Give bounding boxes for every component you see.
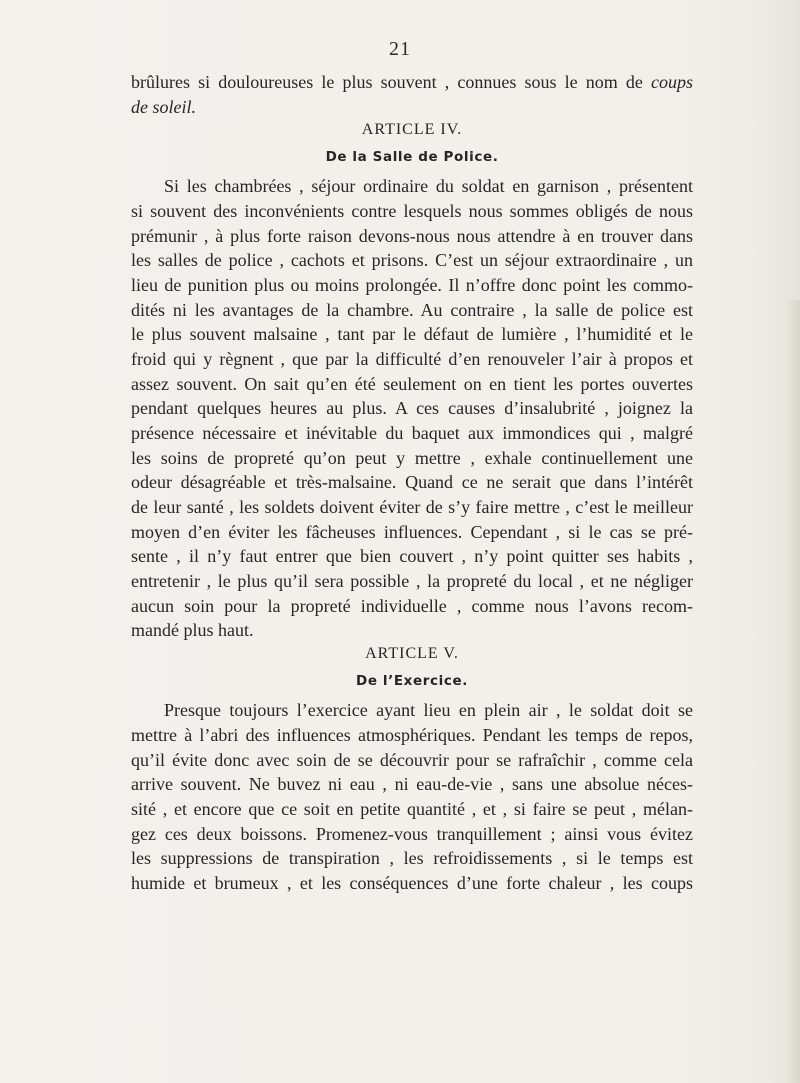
paragraph-line: sente , il n’y faut entrer que bien couvert , n’y point quitter ses habits ,: [131, 546, 693, 566]
intro-line-2: de soleil.: [131, 97, 196, 117]
intro-line-1-text: brûlures si douloureuses le plus souvent , connues sous le nom de: [131, 72, 651, 92]
article-v-title: De l’Exercice.: [356, 673, 468, 689]
paragraph-line: entretenir , le plus qu’il sera possible , la propreté du local , et ne négliger: [131, 571, 693, 591]
intro-line-1: [131, 72, 693, 93]
paragraph-line: les suppressions de transpiration , les refroidissements , si le temps est: [131, 848, 693, 868]
page-edge-shadow: [786, 300, 800, 1083]
paragraph-line: lieu de punition plus ou moins prolongée. Il n’offre donc point les commo-: [131, 275, 693, 295]
paragraph-line: pendant quelques heures au plus. A ces causes d’insalubrité , joignez la: [131, 398, 693, 418]
paragraph-line: qu’il évite donc avec soin de se découvrir pour se rafraîchir , comme cela: [131, 750, 693, 770]
paragraph-line: les soins de propreté qu’on peut y mettre , exhale continuellement une: [131, 448, 693, 468]
paragraph-line: Si les chambrées , séjour ordinaire du soldat en garnison , présentent: [164, 176, 693, 196]
paragraph-line: gez ces deux boissons. Promenez-vous tranquillement ; ainsi vous évitez: [131, 824, 693, 844]
paragraph-line: moyen d’en éviter les fâcheuses influences. Cependant , si le cas se pré-: [131, 522, 693, 542]
paragraph-line: aucun soin pour la propreté individuelle , comme nous l’avons recom-: [131, 596, 693, 616]
paragraph-line: présence nécessaire et inévitable du baquet aux immondices qui , malgré: [131, 423, 693, 443]
paragraph-line: dités ni les avantages de la chambre. Au contraire , la salle de police est: [131, 300, 693, 320]
article-v-heading: ARTICLE V.: [365, 645, 459, 662]
paragraph-line: sité , et encore que ce soit en petite quantité , et , si faire se peut , mélan-: [131, 799, 693, 819]
paragraph-line: froid qui y règnent , que par la difficulté d’en renouveler l’air à propos et: [131, 349, 693, 369]
intro-line-1-italic: coups: [651, 72, 693, 92]
paragraph-line: le plus souvent malsaine , tant par le défaut de lumière , l’humidité et le: [131, 324, 693, 344]
article-iv-title: De la Salle de Police.: [325, 149, 499, 165]
page-number: 21: [389, 38, 411, 60]
paragraph-line: odeur désagréable et très-malsaine. Quand ce ne serait que dans l’intérêt: [131, 472, 693, 492]
paragraph-line: mettre à l’abri des influences atmosphériques. Pendant les temps de repos,: [131, 725, 693, 745]
paragraph-line: les salles de police , cachots et prisons. C’est un séjour extraordinaire , un: [131, 250, 693, 270]
paragraph-line: mandé plus haut.: [131, 620, 254, 640]
paragraph-line: si souvent des inconvénients contre lesquels nous sommes obligés de nous: [131, 201, 693, 221]
paragraph-line: humide et brumeux , et les conséquences d’une forte chaleur , les coups: [131, 873, 693, 893]
paragraph-line: assez souvent. On sait qu’en été seulement on en tient les portes ouvertes: [131, 374, 693, 394]
paragraph-line: Presque toujours l’exercice ayant lieu en plein air , le soldat doit se: [164, 700, 693, 720]
paragraph-line: de leur santé , les soldets doivent éviter de s’y faire mettre , c’est le meilleur: [131, 497, 693, 517]
paragraph-line: prémunir , à plus forte raison devons-nous nous attendre à en trouver dans: [131, 226, 693, 246]
paragraph-line: arrive souvent. Ne buvez ni eau , ni eau-de-vie , sans une absolue néces-: [131, 774, 693, 794]
article-iv-heading: ARTICLE IV.: [361, 121, 463, 138]
